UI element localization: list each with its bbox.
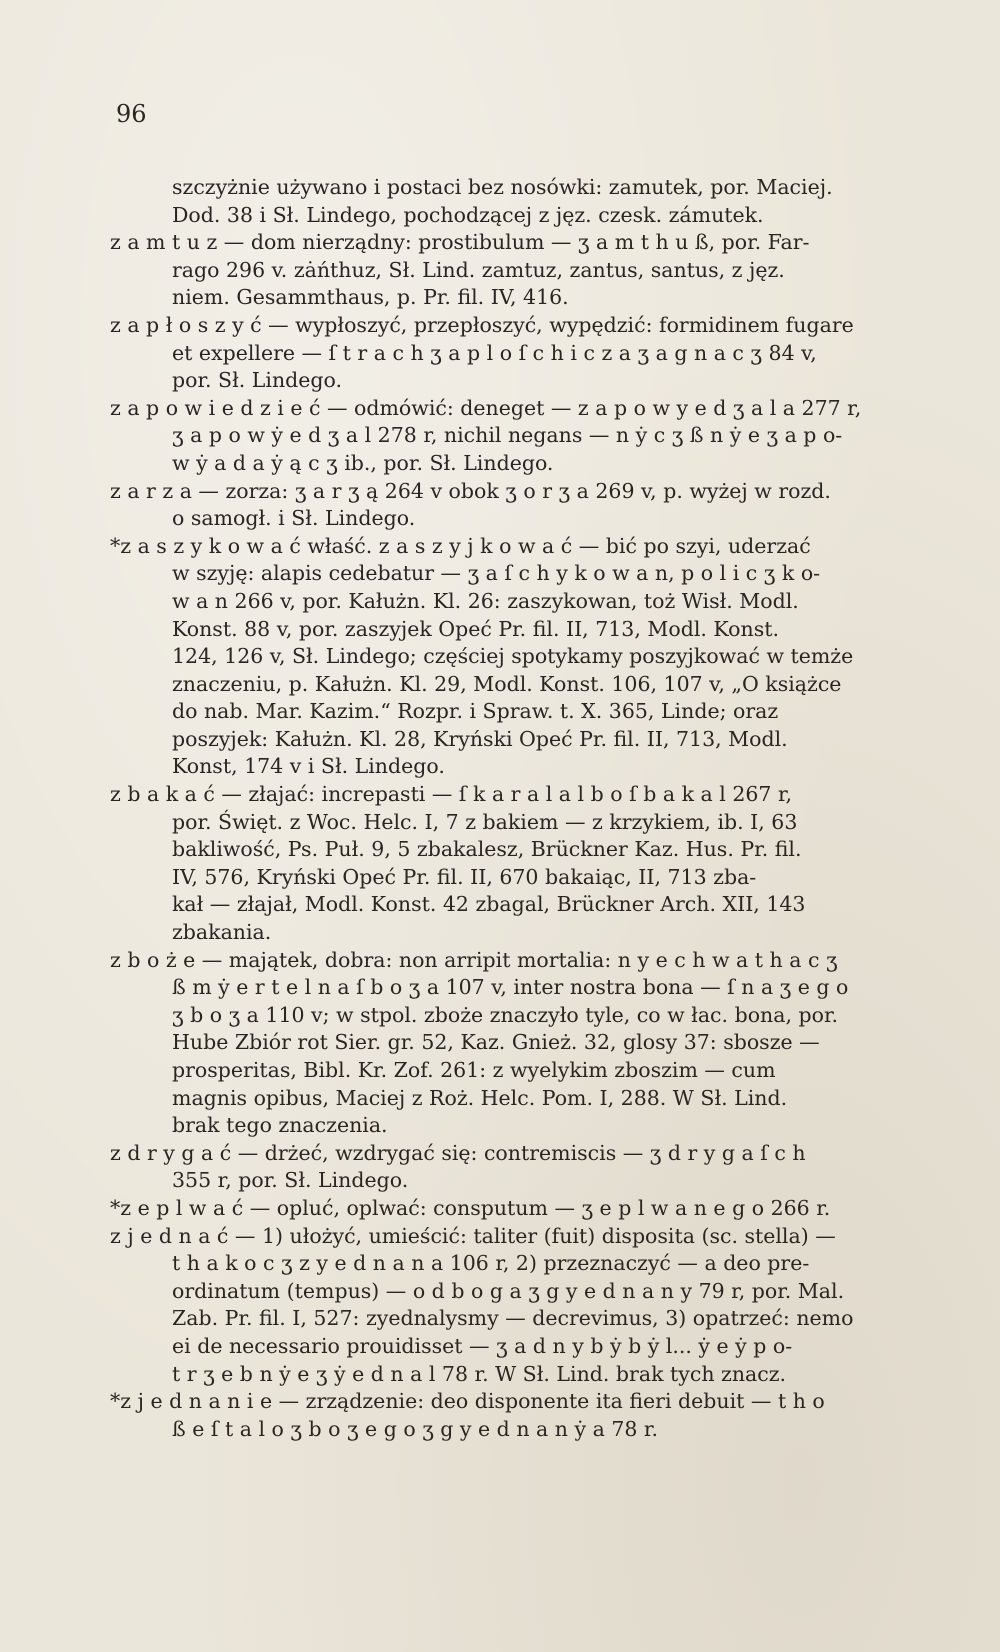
text-line: ß e ſ t a l o ʒ b o ʒ e g o ʒ g y e d n a n ẏ a 78 r. — [172, 1416, 658, 1441]
text-line: z a r z a — zorza: ʒ a r ʒ ą 264 v obok ʒ o r ʒ a 269 v, p. wyżej w rozd. — [110, 478, 831, 503]
text-line: o samogł. i Sł. Lindego. — [172, 506, 416, 531]
text-line: ß m ẏ e r t e l n a ſ b o ʒ a 107 v, inter nostra bona — ſ n a ʒ e g o — [172, 975, 849, 1000]
text-line: w a n 266 v, por. Kałużn. Kl. 26: zaszykowan, toż Wisł. Modl. — [172, 588, 799, 613]
text-line: t h a k o c ʒ z y e d n a n a 106 r, 2) przeznaczyć — a deo pre- — [172, 1251, 810, 1276]
text-line: niem. Gesammthaus, p. Pr. fil. IV, 416. — [172, 285, 569, 310]
text-line: z a m t u z — dom nierządny: prostibulum — ʒ a m t h u ß, por. Far- — [110, 230, 810, 255]
page-number: 96 — [116, 100, 147, 128]
text-line: kał — złajał, Modl. Konst. 42 zbagal, Brückner Arch. XII, 143 — [172, 892, 806, 917]
text-line: ei de necessario prouidisset — ʒ a d n y b ẏ b ẏ l... ẏ e ẏ p o- — [172, 1333, 793, 1358]
text-line: ordinatum (tempus) — o d b o g a ʒ g y e d n a n y 79 r, por. Mal. — [172, 1278, 845, 1303]
text-line: magnis opibus, Maciej z Roż. Helc. Pom. I, 288. W Sł. Lind. — [172, 1085, 788, 1110]
text-line: *z a s z y k o w a ć właść. z a s z y j k o w a ć — bić po szyi, uderzać — [110, 533, 811, 558]
text-line: 355 r, por. Sł. Lindego. — [172, 1168, 409, 1193]
text-line: zbakania. — [172, 920, 272, 945]
text-line: z a p o w i e d z i e ć — odmówić: deneget — z a p o w y e d ʒ a l a 277 r, — [110, 395, 862, 420]
text-line: Konst. 88 v, por. zaszyjek Opeć Pr. fil. II, 713, Modl. Konst. — [172, 616, 779, 641]
text-line: rago 296 v. zȧńthuz, Sł. Lind. zamtuz, zantus, santus, z jęz. — [172, 257, 785, 282]
text-line: z a p ł o s z y ć — wypłoszyć, przepłoszyć, wypędzić: formidinem fugare — [110, 312, 854, 337]
text-line: w szyję: alapis cedebatur — ʒ a ſ c h y k o w a n, p o l i c ʒ k o- — [172, 561, 821, 586]
text-line: szczyżnie używano i postaci bez nosówki: zamutek, por. Maciej. — [172, 175, 833, 199]
text-line: Hube Zbiór rot Sier. gr. 52, Kaz. Gnież. 32, glosy 37: sbosze — — [172, 1030, 820, 1055]
text-line: t r ʒ e b n ẏ e ʒ ẏ e d n a l 78 r. W Sł. Lind. brak tych znacz. — [172, 1361, 787, 1386]
text-line: Dod. 38 i Sł. Lindego, pochodzącej z jęz. czesk. zámutek. — [172, 202, 764, 227]
text-line: *z e p l w a ć — opluć, oplwać: consputum — ʒ e p l w a n e g o 266 r. — [110, 1195, 831, 1220]
text-line: por. Święt. z Woc. Helc. I, 7 z bakiem — z krzykiem, ib. I, 63 — [172, 809, 798, 834]
text-line: z j e d n a ć — 1) ułożyć, umieścić: taliter (fuit) disposita (sc. stella) — — [110, 1223, 836, 1248]
text-line: do nab. Mar. Kazim.“ Rozpr. i Spraw. t. X. 365, Linde; oraz — [172, 699, 779, 724]
text-line: ʒ b o ʒ a 110 v; w stpol. zboże znaczyło tyle, co w łac. bona, por. — [172, 1002, 839, 1027]
text-line: znaczeniu, p. Kałużn. Kl. 29, Modl. Konst. 106, 107 v, „O książce — [172, 671, 842, 696]
text-line: bakliwość, Ps. Puł. 9, 5 zbakalesz, Brückner Kaz. Hus. Pr. fil. — [172, 837, 802, 862]
text-line: et expellere — ſ t r a c h ʒ a p l o ſ c h i c z a ʒ a g n a c ʒ 84 v, — [172, 340, 817, 365]
text-line: z b o ż e — majątek, dobra: non arripit mortalia: n y e c h w a t h a c ʒ — [110, 947, 838, 972]
text-line: w ẏ a d a ẏ ą c ʒ ib., por. Sł. Lindego. — [172, 450, 554, 475]
text-line: z b a k a ć — złajać: increpasti — ſ k a r a l a l b o ſ b a k a l 267 r, — [110, 782, 793, 807]
text-line: poszyjek: Kałużn. Kl. 28, Kryński Opeć Pr. fil. II, 713, Modl. — [172, 726, 788, 751]
text-line: Zab. Pr. fil. I, 527: zyednalysmy — decrevimus, 3) opatrzeć: nemo — [172, 1306, 854, 1331]
text-line: ʒ a p o w ẏ e d ʒ a l 278 r, nichil negans — n ẏ c ʒ ß n ẏ e ʒ a p o- — [172, 423, 843, 448]
text-line: IV, 576, Kryński Opeć Pr. fil. II, 670 bakaiąc, II, 713 zba- — [172, 864, 757, 889]
text-line: *z j e d n a n i e — zrządzenie: deo disponente ita fieri debuit — t h o — [110, 1389, 825, 1414]
text-line: prosperitas, Bibl. Kr. Zof. 261: z wyelykim zboszim — cum — [172, 1058, 776, 1082]
text-line: por. Sł. Lindego. — [172, 368, 343, 393]
text-line: 124, 126 v, Sł. Lindego; częściej spotykamy poszyjkować w temże — [172, 644, 854, 669]
text-line: Konst, 174 v i Sł. Lindego. — [172, 754, 445, 779]
text-line: brak tego znaczenia. — [172, 1113, 388, 1138]
dictionary-text-block — [110, 174, 940, 1443]
text-line: z d r y g a ć — drżeć, wzdrygać się: contremiscis — ʒ d r y g a ſ c h — [110, 1140, 806, 1165]
